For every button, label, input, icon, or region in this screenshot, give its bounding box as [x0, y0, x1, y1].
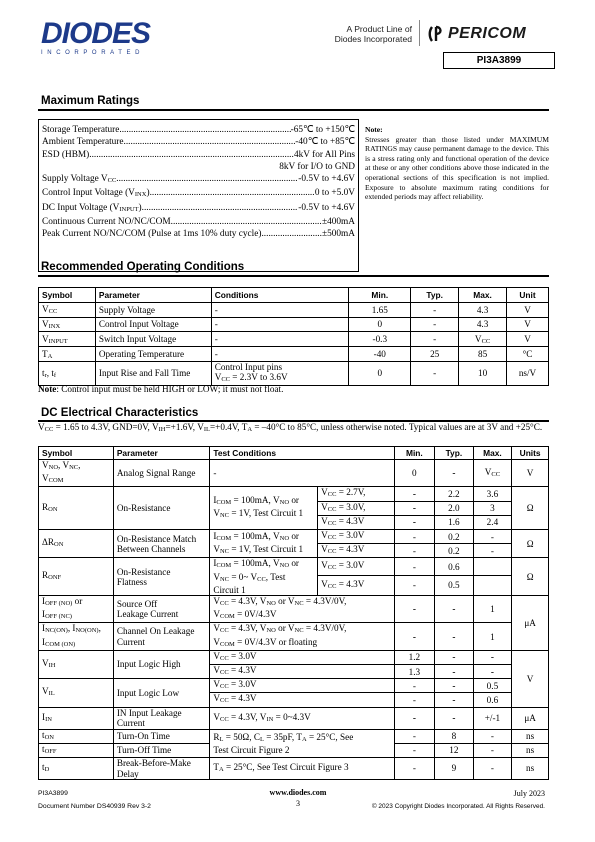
max-ratings-title: Maximum Ratings: [41, 95, 140, 107]
rating-peak-current: Peak Current NO/NC/COM (Pulse at 1ms 10% duty cycle) ..... ±500mA: [42, 228, 355, 240]
footer-page-number: 3: [296, 799, 300, 808]
product-line-1: A Product Line of: [346, 24, 412, 34]
col-symbol: Symbol: [39, 447, 114, 460]
header-divider: [419, 20, 420, 46]
roc-table: [38, 287, 549, 386]
footer-date: July 2023: [513, 789, 545, 798]
rating-esd-extra: 8kV for I/O to GND: [279, 161, 355, 172]
roc-title: Recommended Operating Conditions: [41, 261, 245, 273]
footer-middle: [255, 787, 341, 809]
product-line-text: [322, 24, 412, 44]
table-row: $V_{CC} = 3.0V$, - 2.0 3: [39, 501, 549, 515]
table-row: $I_{IN}$ IN Input Leakage Current $V_{CC} = 4.3V$, $V_{IN}$ = 0~4.3V - - +/-1 μA: [39, 707, 549, 729]
table-row: $\Delta R_{ON}$ On-Resistance Match Between Channels $I_{COM} = 100mA$, $V_{NO}$ or $V_{NC} = 1V$, Test Circuit 1 $V_{CC} = 3.0V$ - 0.2 - Ω: [39, 530, 549, 544]
table-row: $t_D$ Break-Before-Make Delay $T_A = 25^\circ C$, See Test Circuit Figure 3 - 9 - ns: [39, 758, 549, 780]
rating-control-input-voltage: Control Input Voltage $(V_{INX})$ ..... 0 to +5.0V: [42, 187, 355, 201]
table-row: $V_{CC} = 4.3V$ 1.3 - -: [39, 665, 549, 679]
col-parameter: Parameter: [95, 288, 211, 303]
col-max: Max.: [473, 447, 512, 460]
table-row: $V_{IL}$ Input Logic Low $V_{CC} = 3.0V$ - - 0.5: [39, 679, 549, 693]
roc-note: Note: Control input must be held HIGH or LOW; it must not float.: [38, 384, 284, 394]
col-units: Units: [512, 447, 549, 460]
dce-conditions-line: $V_{CC} = 1.65$ to 4.3V, GND=0V, $V_{IH}=+1.6V$, $V_{IL}=+0.4V$, $T_A = -40^\circ C$ to 85°C, unless otherwise noted. Typical values are at 3V and +25°C.: [38, 422, 543, 433]
table-row: $V_{CC}$ Supply Voltage - 1.65 - 4.3 V: [39, 302, 549, 317]
table-row: $V_{INPUT}$ Switch Input Voltage - -0.3 - $V_{CC}$ V: [39, 332, 549, 347]
table-row: $V_{CC} = 4.3V$ - 1.6 2.4: [39, 515, 549, 529]
table-row: $t_r$, $t_f$ Input Rise and Fall Time Control Input pins $V_{CC} = 2.3V$ to 3.6V 0 - 10 ns/V: [39, 361, 549, 385]
col-unit: Unit: [507, 288, 549, 303]
table-row: $I_{NC(ON)}$, $I_{NO(ON)}$, $I_{COM (ON)}$ Channel On Leakage Current $V_{CC} = 4.3V$, $V_{NO}$ or $V_{NC} = 4.3V/0V$, $V_{COM} = 0V/4.3V$ or floating - - 1: [39, 623, 549, 650]
max-ratings-rule: [38, 109, 549, 111]
footer-copyright: © 2023 Copyright Diodes Incorporated. All Rights Reserved.: [371, 803, 545, 810]
col-max: Max.: [459, 288, 507, 303]
col-test-conditions: Test Conditions: [210, 447, 394, 460]
note-text: Stresses greater than those listed under MAXIMUM RATINGS may cause permanent damage to the device. This is a stress rating only and functional operation of the device at these or any other conditions above those indicated in the operational sections of this specification is not implied. Exposure to absolute maximum rating conditions for extended periods may affect reliability.: [365, 134, 549, 202]
max-ratings-note: [365, 125, 549, 202]
table-row: $V_{CC} = 4.3V$ - 0.2 -: [39, 544, 549, 558]
max-ratings-box: [38, 119, 359, 272]
rating-esd: ESD (HBM) ..... 4kV for All Pins: [42, 149, 355, 161]
rating-dc-input-voltage: DC Input Voltage $(V_{INPUT})$ ..... -0.5V to +4.6V: [42, 202, 355, 216]
col-min: Min.: [394, 447, 434, 460]
pericom-logo: [428, 22, 558, 46]
col-conditions: Conditions: [211, 288, 349, 303]
table-row: $V_{CC} = 4.3V$ - 0.5: [39, 576, 549, 596]
table-header-row: [39, 288, 549, 303]
rating-continuous-current: Continuous Current NO/NC/COM ..... ±400mA: [42, 216, 355, 228]
table-row: $t_{ON}$ Turn-On Time $R_L = 50\Omega$, $C_L = 35pF$, $T_A = 25^\circ C$, See Test Circuit Figure 2 - 8 - ns: [39, 729, 549, 743]
roc-rule: [38, 275, 549, 277]
col-parameter: Parameter: [113, 447, 210, 460]
table-row: $V_{NO}$, $V_{NC}$, $V_{COM}$ Analog Signal Range - 0 - $V_{CC}$ V: [39, 460, 549, 487]
table-row: $V_{INX}$ Control Input Voltage - 0 - 4.3 V: [39, 317, 549, 332]
note-title: Note:: [365, 125, 383, 134]
product-line-2: Diodes Incorporated: [334, 34, 412, 44]
col-typ: Typ.: [411, 288, 459, 303]
col-symbol: Symbol: [39, 288, 96, 303]
table-row: $T_A$ Operating Temperature - -40 25 85 °C: [39, 347, 549, 362]
col-typ: Typ.: [435, 447, 474, 460]
footer-doc-number: Document Number DS40939 Rev 3-2: [38, 803, 151, 810]
pericom-mark-icon: [428, 25, 444, 43]
diodes-logo-sub: INCORPORATED: [41, 50, 145, 56]
footer-part: PI3A3899: [38, 790, 68, 797]
table-row: $V_{IH}$ Input Logic High $V_{CC} = 3.0V$ 1.2 - - V: [39, 650, 549, 664]
diodes-logo: [41, 19, 166, 59]
table-row: $R_{ONF}$ On-Resistance Flatness $I_{COM} = 100mA$, $V_{NO}$ or $V_{NC}$ = 0~ $V_{CC}$, Test Circuit 1 $V_{CC} = 3.0V$ - 0.6 Ω: [39, 558, 549, 576]
table-header-row: [39, 447, 549, 460]
pericom-logo-text: PERICOM: [448, 25, 527, 42]
rating-ambient-temp: Ambient Temperature ..... -40℃ to +85℃: [42, 136, 355, 148]
table-row: $I_{OFF (NO)}$ or $I_{OFF (NC)}$ Source Off Leakage Current $V_{CC} = 4.3V$, $V_{NO}$ or $V_{NC} = 4.3V/0V$, $V_{COM} = 0V/4.3V$ - - 1 μA: [39, 596, 549, 623]
dce-table: [38, 446, 549, 780]
table-row: $R_{ON}$ On-Resistance $I_{COM} = 100mA$, $V_{NO}$ or $V_{NC} = 1V$, Test Circuit 1 $V_{CC} = 2.7V$, - 2.2 3.6 Ω: [39, 487, 549, 501]
rating-storage-temp: Storage Temperature ..... -65℃ to +150℃: [42, 124, 355, 136]
diodes-logo-text: DIODES: [41, 17, 151, 50]
table-row: $V_{CC} = 4.3V$ - - 0.6: [39, 693, 549, 707]
footer-url[interactable]: www.diodes.com: [269, 788, 327, 797]
dce-title: DC Electrical Characteristics: [41, 407, 199, 419]
part-number-box: PI3A3899: [443, 52, 555, 69]
table-row: $t_{OFF}$ Turn-Off Time - 12 - ns: [39, 743, 549, 757]
col-min: Min.: [349, 288, 411, 303]
footer-left: [38, 787, 151, 813]
rating-supply-voltage: Supply Voltage $V_{CC}$ ..... -0.5V to +4.6V: [42, 173, 355, 187]
footer-right: [340, 787, 545, 813]
